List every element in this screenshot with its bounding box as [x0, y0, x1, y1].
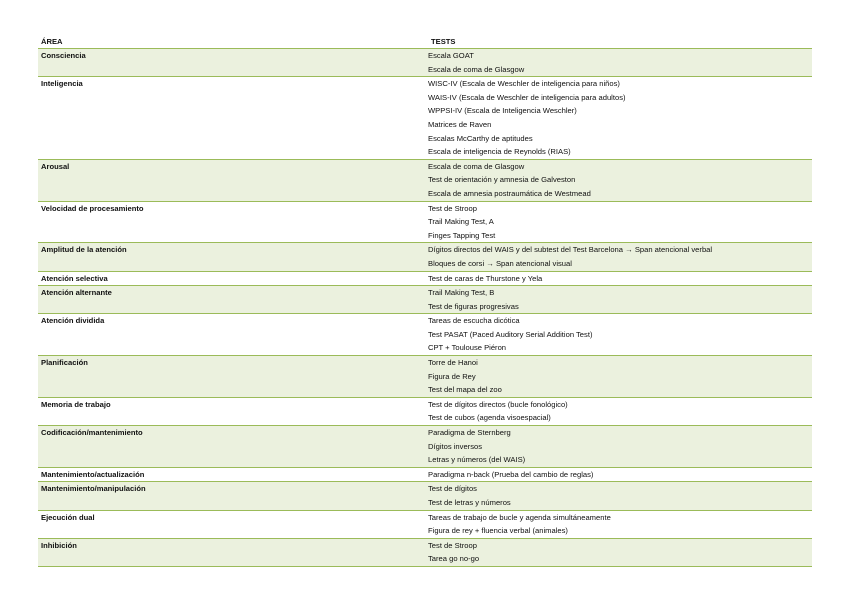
test-item: Test PASAT (Paced Auditory Serial Addition Test) [428, 329, 593, 339]
tests-cell [425, 468, 812, 482]
test-item: Tarea go no-go [428, 554, 480, 564]
tests-table [38, 36, 812, 567]
test-item: Matrices de Raven [428, 119, 492, 129]
area-cell: Consciencia [41, 51, 86, 60]
test-item: WISC-IV (Escala de Weschler de inteligencia para niños) [428, 79, 620, 89]
area-cell: Codificación/mantenimiento [41, 428, 143, 438]
header-tests: TESTS [431, 37, 456, 46]
area-cell: Amplitud de la atención [41, 245, 127, 255]
table-row [38, 286, 812, 314]
test-item: WPPSI-IV (Escala de Inteligencia Weschler) [428, 106, 577, 116]
tests-cell [425, 482, 812, 509]
test-item: Escala de coma de Glasgow [428, 161, 525, 171]
area-cell: Memoria de trabajo [41, 399, 111, 409]
table-row [38, 482, 812, 510]
test-item: Test de letras y números [428, 498, 511, 507]
test-item: Tareas de escucha dicótica [428, 316, 520, 326]
area-cell: Inteligencia [41, 79, 83, 89]
tests-cell [425, 356, 812, 397]
tests-cell [425, 160, 812, 201]
area-cell: Mantenimiento/actualización [41, 469, 145, 479]
test-item: Escalas McCarthy de aptitudes [428, 133, 533, 143]
area-cell: Planificación [41, 358, 88, 368]
table-row [38, 77, 812, 160]
tests-cell [425, 539, 812, 566]
table-row [38, 314, 812, 356]
area-cell: Mantenimiento/manipulación [41, 484, 146, 494]
table-row [38, 272, 812, 287]
tests-cell [425, 202, 812, 243]
table-header [38, 36, 812, 49]
table-row [38, 202, 812, 244]
tests-cell [425, 49, 812, 76]
tests-cell [425, 272, 812, 286]
table-row [38, 511, 812, 539]
tests-cell [425, 398, 812, 425]
table-row [38, 426, 812, 468]
tests-cell [425, 243, 812, 270]
area-cell: Atención selectiva [41, 273, 108, 283]
area-cell: Atención alternante [41, 288, 112, 298]
test-item: Trail Making Test, A [428, 217, 494, 227]
test-item: Escala GOAT [428, 51, 474, 60]
test-item: Test de Stroop [428, 540, 477, 550]
test-item: Escala de coma de Glasgow [428, 64, 525, 74]
test-item: Test del mapa del zoo [428, 385, 502, 395]
test-item: Test de caras de Thurstone y Yela [428, 273, 543, 283]
tests-cell [425, 426, 812, 467]
test-item: Letras y números (del WAIS) [428, 455, 526, 465]
area-cell: Velocidad de procesamiento [41, 203, 144, 213]
table-row [38, 160, 812, 202]
test-item: Tareas de trabajo de bucle y agenda simultáneamente [428, 512, 611, 522]
table-row [38, 468, 812, 483]
test-item: Test de Stroop [428, 203, 477, 213]
test-item: Test de cubos (agenda visoespacial) [428, 413, 551, 423]
test-item: Bloques de corsi → Span atencional visual [428, 258, 572, 268]
test-item: Trail Making Test, B [428, 288, 495, 298]
table-row [38, 398, 812, 426]
test-item: Test de dígitos [428, 484, 477, 494]
area-cell: Atención dividida [41, 316, 105, 326]
test-item: Test de figuras progresivas [428, 301, 519, 311]
test-item: CPT + Toulouse Piéron [428, 343, 507, 353]
test-item: Figura de Rey [428, 371, 476, 381]
test-item: WAIS-IV (Escala de Weschler de inteligencia para adultos) [428, 92, 626, 102]
area-cell: Ejecución dual [41, 512, 95, 522]
table-body [38, 49, 812, 567]
tests-cell [425, 286, 812, 313]
tests-cell [425, 77, 812, 159]
table-row [38, 49, 812, 77]
tests-cell [425, 314, 812, 355]
test-item: Finges Tapping Test [428, 230, 496, 240]
test-item: Escala de amnesia postraumática de Westmead [428, 188, 591, 198]
test-item: Escala de inteligencia de Reynolds (RIAS) [428, 147, 571, 157]
tests-cell [425, 511, 812, 538]
header-area: ÁREA [41, 37, 63, 46]
test-item: Figura de rey + fluencia verbal (animales) [428, 526, 568, 536]
test-item: Test de orientación y amnesia de Galveston [428, 175, 576, 185]
table-row [38, 356, 812, 398]
test-item: Paradigma n-back (Prueba del cambio de reglas) [428, 469, 594, 479]
area-cell: Arousal [41, 161, 70, 171]
test-item: Paradigma de Sternberg [428, 428, 511, 438]
test-item: Dígitos inversos [428, 441, 483, 451]
table-row [38, 539, 812, 567]
test-item: Test de dígitos directos (bucle fonológico) [428, 399, 568, 409]
area-cell: Inhibición [41, 540, 77, 550]
test-item: Dígitos directos del WAIS y del subtest del Test Barcelona → Span atencional verbal [428, 245, 713, 255]
test-item: Torre de Hanoi [428, 358, 478, 368]
table-row [38, 243, 812, 271]
